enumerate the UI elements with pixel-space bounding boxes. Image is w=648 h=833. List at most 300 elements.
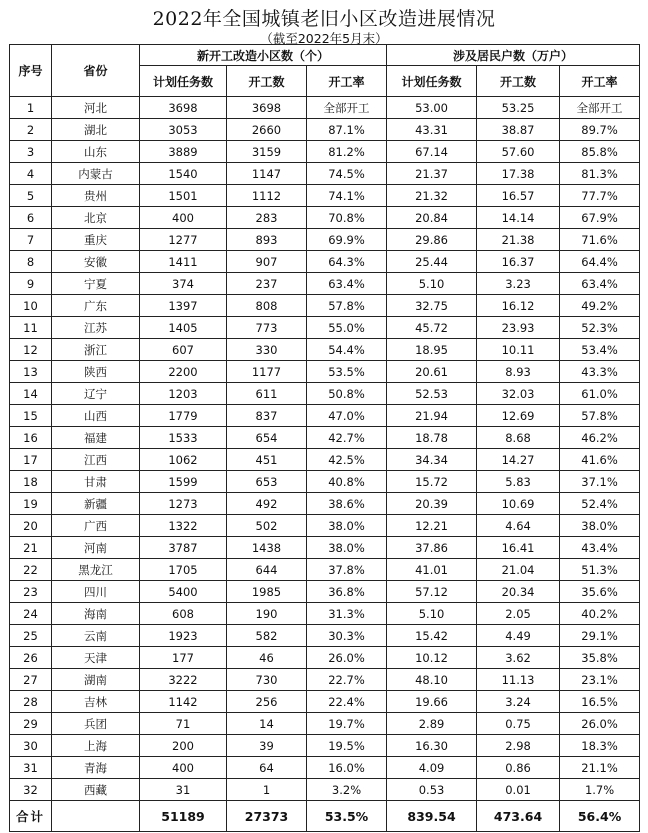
communities-started-cell: 237 xyxy=(227,273,307,295)
communities-started-cell: 256 xyxy=(227,691,307,713)
households-rate-cell: 35.6% xyxy=(560,581,640,603)
row-number: 13 xyxy=(10,361,52,383)
households-planned-cell: 25.44 xyxy=(387,251,477,273)
communities-rate-cell: 81.2% xyxy=(307,141,387,163)
table-row xyxy=(10,537,640,559)
communities-started-cell: 773 xyxy=(227,317,307,339)
header-households-planned: 计划任务数 xyxy=(387,66,477,97)
households-rate-cell: 1.7% xyxy=(560,779,640,801)
communities-planned-cell: 5400 xyxy=(140,581,227,603)
households-planned-cell: 48.10 xyxy=(387,669,477,691)
total-row xyxy=(10,801,640,832)
communities-planned-cell: 400 xyxy=(140,757,227,779)
communities-started-cell: 492 xyxy=(227,493,307,515)
communities-started-cell: 730 xyxy=(227,669,307,691)
communities-planned-cell: 1411 xyxy=(140,251,227,273)
province-cell: 重庆 xyxy=(52,229,140,251)
communities-rate-cell: 57.8% xyxy=(307,295,387,317)
communities-planned-cell: 1277 xyxy=(140,229,227,251)
table-row xyxy=(10,603,640,625)
province-cell: 贵州 xyxy=(52,185,140,207)
households-planned-cell: 21.32 xyxy=(387,185,477,207)
communities-rate-cell: 55.0% xyxy=(307,317,387,339)
communities-started-cell: 502 xyxy=(227,515,307,537)
row-number: 3 xyxy=(10,141,52,163)
table-row xyxy=(10,493,640,515)
row-number: 9 xyxy=(10,273,52,295)
communities-rate-cell: 26.0% xyxy=(307,647,387,669)
header-households-rate: 开工率 xyxy=(560,66,640,97)
total-communities-started: 27373 xyxy=(227,801,307,832)
households-started-cell: 53.25 xyxy=(477,97,560,119)
households-started-cell: 10.69 xyxy=(477,493,560,515)
households-started-cell: 38.87 xyxy=(477,119,560,141)
province-cell: 黑龙江 xyxy=(52,559,140,581)
households-planned-cell: 10.12 xyxy=(387,647,477,669)
communities-rate-cell: 40.8% xyxy=(307,471,387,493)
table-row xyxy=(10,581,640,603)
households-started-cell: 14.14 xyxy=(477,207,560,229)
households-planned-cell: 45.72 xyxy=(387,317,477,339)
province-cell: 内蒙古 xyxy=(52,163,140,185)
province-cell: 山东 xyxy=(52,141,140,163)
communities-planned-cell: 3889 xyxy=(140,141,227,163)
communities-planned-cell: 31 xyxy=(140,779,227,801)
row-number: 32 xyxy=(10,779,52,801)
communities-planned-cell: 374 xyxy=(140,273,227,295)
communities-planned-cell: 1540 xyxy=(140,163,227,185)
province-cell: 新疆 xyxy=(52,493,140,515)
households-planned-cell: 29.86 xyxy=(387,229,477,251)
households-rate-cell: 52.3% xyxy=(560,317,640,339)
total-communities-rate: 53.5% xyxy=(307,801,387,832)
communities-planned-cell: 71 xyxy=(140,713,227,735)
header-households-started: 开工数 xyxy=(477,66,560,97)
households-started-cell: 21.04 xyxy=(477,559,560,581)
province-cell: 吉林 xyxy=(52,691,140,713)
communities-rate-cell: 74.1% xyxy=(307,185,387,207)
communities-planned-cell: 1533 xyxy=(140,427,227,449)
province-cell: 西藏 xyxy=(52,779,140,801)
province-cell: 北京 xyxy=(52,207,140,229)
households-planned-cell: 53.00 xyxy=(387,97,477,119)
households-planned-cell: 34.34 xyxy=(387,449,477,471)
communities-rate-cell: 42.7% xyxy=(307,427,387,449)
row-number: 14 xyxy=(10,383,52,405)
table-row xyxy=(10,757,640,779)
households-started-cell: 3.23 xyxy=(477,273,560,295)
communities-rate-cell: 19.7% xyxy=(307,713,387,735)
households-planned-cell: 37.86 xyxy=(387,537,477,559)
households-started-cell: 16.57 xyxy=(477,185,560,207)
row-number: 6 xyxy=(10,207,52,229)
row-number: 31 xyxy=(10,757,52,779)
households-rate-cell: 63.4% xyxy=(560,273,640,295)
total-households-rate: 56.4% xyxy=(560,801,640,832)
communities-started-cell: 1985 xyxy=(227,581,307,603)
households-started-cell: 16.41 xyxy=(477,537,560,559)
households-started-cell: 20.34 xyxy=(477,581,560,603)
province-cell: 兵团 xyxy=(52,713,140,735)
communities-rate-cell: 69.9% xyxy=(307,229,387,251)
total-households-planned: 839.54 xyxy=(387,801,477,832)
communities-rate-cell: 47.0% xyxy=(307,405,387,427)
households-rate-cell: 71.6% xyxy=(560,229,640,251)
households-rate-cell: 全部开工 xyxy=(560,97,640,119)
households-planned-cell: 0.53 xyxy=(387,779,477,801)
total-spacer xyxy=(52,801,140,832)
row-number: 26 xyxy=(10,647,52,669)
communities-rate-cell: 19.5% xyxy=(307,735,387,757)
households-rate-cell: 89.7% xyxy=(560,119,640,141)
communities-rate-cell: 53.5% xyxy=(307,361,387,383)
province-cell: 江苏 xyxy=(52,317,140,339)
province-cell: 云南 xyxy=(52,625,140,647)
communities-planned-cell: 1923 xyxy=(140,625,227,647)
communities-rate-cell: 87.1% xyxy=(307,119,387,141)
households-planned-cell: 5.10 xyxy=(387,273,477,295)
communities-started-cell: 654 xyxy=(227,427,307,449)
row-number: 12 xyxy=(10,339,52,361)
communities-rate-cell: 22.4% xyxy=(307,691,387,713)
communities-started-cell: 582 xyxy=(227,625,307,647)
row-number: 7 xyxy=(10,229,52,251)
households-planned-cell: 32.75 xyxy=(387,295,477,317)
communities-started-cell: 330 xyxy=(227,339,307,361)
header-province: 省份 xyxy=(52,45,140,97)
province-cell: 河北 xyxy=(52,97,140,119)
households-planned-cell: 41.01 xyxy=(387,559,477,581)
households-started-cell: 0.01 xyxy=(477,779,560,801)
households-planned-cell: 67.14 xyxy=(387,141,477,163)
province-cell: 上海 xyxy=(52,735,140,757)
province-cell: 广西 xyxy=(52,515,140,537)
communities-started-cell: 64 xyxy=(227,757,307,779)
households-planned-cell: 18.78 xyxy=(387,427,477,449)
row-number: 1 xyxy=(10,97,52,119)
communities-rate-cell: 38.6% xyxy=(307,493,387,515)
communities-planned-cell: 1705 xyxy=(140,559,227,581)
households-started-cell: 14.27 xyxy=(477,449,560,471)
households-rate-cell: 81.3% xyxy=(560,163,640,185)
table-row xyxy=(10,383,640,405)
row-number: 10 xyxy=(10,295,52,317)
households-rate-cell: 16.5% xyxy=(560,691,640,713)
province-cell: 湖南 xyxy=(52,669,140,691)
table-row xyxy=(10,691,640,713)
households-planned-cell: 15.72 xyxy=(387,471,477,493)
table-row xyxy=(10,119,640,141)
communities-rate-cell: 31.3% xyxy=(307,603,387,625)
communities-started-cell: 39 xyxy=(227,735,307,757)
households-rate-cell: 21.1% xyxy=(560,757,640,779)
page-subtitle: （截至2022年5月末） xyxy=(260,31,388,46)
households-rate-cell: 43.4% xyxy=(560,537,640,559)
province-cell: 宁夏 xyxy=(52,273,140,295)
communities-started-cell: 808 xyxy=(227,295,307,317)
header-group-households: 涉及居民户数（万户） xyxy=(387,45,640,66)
households-planned-cell: 20.61 xyxy=(387,361,477,383)
households-started-cell: 8.93 xyxy=(477,361,560,383)
communities-started-cell: 3159 xyxy=(227,141,307,163)
row-number: 18 xyxy=(10,471,52,493)
households-started-cell: 3.62 xyxy=(477,647,560,669)
province-cell: 甘肃 xyxy=(52,471,140,493)
header-communities-started: 开工数 xyxy=(227,66,307,97)
households-planned-cell: 21.37 xyxy=(387,163,477,185)
households-planned-cell: 18.95 xyxy=(387,339,477,361)
province-cell: 陕西 xyxy=(52,361,140,383)
households-rate-cell: 61.0% xyxy=(560,383,640,405)
table-row xyxy=(10,515,640,537)
province-cell: 河南 xyxy=(52,537,140,559)
row-number: 23 xyxy=(10,581,52,603)
table-row xyxy=(10,339,640,361)
households-rate-cell: 23.1% xyxy=(560,669,640,691)
communities-started-cell: 1 xyxy=(227,779,307,801)
households-rate-cell: 57.8% xyxy=(560,405,640,427)
communities-started-cell: 1438 xyxy=(227,537,307,559)
province-cell: 四川 xyxy=(52,581,140,603)
households-rate-cell: 41.6% xyxy=(560,449,640,471)
households-started-cell: 0.86 xyxy=(477,757,560,779)
households-planned-cell: 16.30 xyxy=(387,735,477,757)
table-row xyxy=(10,97,640,119)
table-row xyxy=(10,163,640,185)
households-planned-cell: 21.94 xyxy=(387,405,477,427)
row-number: 17 xyxy=(10,449,52,471)
households-started-cell: 3.24 xyxy=(477,691,560,713)
households-started-cell: 57.60 xyxy=(477,141,560,163)
communities-rate-cell: 全部开工 xyxy=(307,97,387,119)
households-started-cell: 4.64 xyxy=(477,515,560,537)
table-row xyxy=(10,141,640,163)
households-rate-cell: 85.8% xyxy=(560,141,640,163)
row-number: 21 xyxy=(10,537,52,559)
households-started-cell: 23.93 xyxy=(477,317,560,339)
households-rate-cell: 38.0% xyxy=(560,515,640,537)
table-row xyxy=(10,779,640,801)
row-number: 11 xyxy=(10,317,52,339)
communities-rate-cell: 50.8% xyxy=(307,383,387,405)
header-communities-rate: 开工率 xyxy=(307,66,387,97)
households-rate-cell: 67.9% xyxy=(560,207,640,229)
communities-rate-cell: 38.0% xyxy=(307,515,387,537)
households-rate-cell: 64.4% xyxy=(560,251,640,273)
row-number: 2 xyxy=(10,119,52,141)
province-cell: 江西 xyxy=(52,449,140,471)
communities-started-cell: 1177 xyxy=(227,361,307,383)
communities-planned-cell: 1062 xyxy=(140,449,227,471)
communities-planned-cell: 1273 xyxy=(140,493,227,515)
households-planned-cell: 52.53 xyxy=(387,383,477,405)
communities-started-cell: 611 xyxy=(227,383,307,405)
row-number: 27 xyxy=(10,669,52,691)
communities-rate-cell: 64.3% xyxy=(307,251,387,273)
households-rate-cell: 77.7% xyxy=(560,185,640,207)
communities-planned-cell: 3787 xyxy=(140,537,227,559)
communities-planned-cell: 3698 xyxy=(140,97,227,119)
communities-rate-cell: 74.5% xyxy=(307,163,387,185)
households-planned-cell: 20.39 xyxy=(387,493,477,515)
households-planned-cell: 4.09 xyxy=(387,757,477,779)
communities-planned-cell: 1599 xyxy=(140,471,227,493)
households-rate-cell: 52.4% xyxy=(560,493,640,515)
row-number: 25 xyxy=(10,625,52,647)
households-planned-cell: 20.84 xyxy=(387,207,477,229)
table-row xyxy=(10,559,640,581)
households-planned-cell: 12.21 xyxy=(387,515,477,537)
row-number: 22 xyxy=(10,559,52,581)
households-rate-cell: 18.3% xyxy=(560,735,640,757)
communities-started-cell: 3698 xyxy=(227,97,307,119)
table-row xyxy=(10,449,640,471)
households-started-cell: 17.38 xyxy=(477,163,560,185)
households-started-cell: 0.75 xyxy=(477,713,560,735)
communities-planned-cell: 607 xyxy=(140,339,227,361)
page-title: 2022年全国城镇老旧小区改造进展情况 xyxy=(152,8,496,30)
row-number: 24 xyxy=(10,603,52,625)
households-rate-cell: 26.0% xyxy=(560,713,640,735)
communities-started-cell: 14 xyxy=(227,713,307,735)
households-started-cell: 21.38 xyxy=(477,229,560,251)
header-communities-planned: 计划任务数 xyxy=(140,66,227,97)
communities-rate-cell: 3.2% xyxy=(307,779,387,801)
communities-started-cell: 893 xyxy=(227,229,307,251)
table-row xyxy=(10,361,640,383)
table-row xyxy=(10,735,640,757)
households-rate-cell: 37.1% xyxy=(560,471,640,493)
province-cell: 湖北 xyxy=(52,119,140,141)
communities-planned-cell: 1779 xyxy=(140,405,227,427)
province-cell: 山西 xyxy=(52,405,140,427)
communities-planned-cell: 1405 xyxy=(140,317,227,339)
table-row xyxy=(10,625,640,647)
table-row xyxy=(10,405,640,427)
communities-rate-cell: 22.7% xyxy=(307,669,387,691)
households-started-cell: 11.13 xyxy=(477,669,560,691)
communities-planned-cell: 400 xyxy=(140,207,227,229)
communities-rate-cell: 63.4% xyxy=(307,273,387,295)
table-body xyxy=(10,97,640,801)
table-row xyxy=(10,207,640,229)
communities-started-cell: 283 xyxy=(227,207,307,229)
row-number: 28 xyxy=(10,691,52,713)
province-cell: 辽宁 xyxy=(52,383,140,405)
table-row xyxy=(10,295,640,317)
communities-started-cell: 644 xyxy=(227,559,307,581)
households-planned-cell: 57.12 xyxy=(387,581,477,603)
row-number: 19 xyxy=(10,493,52,515)
communities-planned-cell: 1501 xyxy=(140,185,227,207)
communities-started-cell: 2660 xyxy=(227,119,307,141)
table-row xyxy=(10,647,640,669)
communities-started-cell: 451 xyxy=(227,449,307,471)
communities-rate-cell: 36.8% xyxy=(307,581,387,603)
communities-planned-cell: 177 xyxy=(140,647,227,669)
communities-started-cell: 190 xyxy=(227,603,307,625)
communities-started-cell: 907 xyxy=(227,251,307,273)
row-number: 4 xyxy=(10,163,52,185)
total-households-started: 473.64 xyxy=(477,801,560,832)
households-started-cell: 32.03 xyxy=(477,383,560,405)
table-row xyxy=(10,317,640,339)
communities-planned-cell: 3222 xyxy=(140,669,227,691)
province-cell: 福建 xyxy=(52,427,140,449)
communities-planned-cell: 1322 xyxy=(140,515,227,537)
households-rate-cell: 43.3% xyxy=(560,361,640,383)
households-started-cell: 2.98 xyxy=(477,735,560,757)
households-planned-cell: 15.42 xyxy=(387,625,477,647)
communities-planned-cell: 3053 xyxy=(140,119,227,141)
communities-rate-cell: 37.8% xyxy=(307,559,387,581)
province-cell: 海南 xyxy=(52,603,140,625)
households-started-cell: 10.11 xyxy=(477,339,560,361)
total-communities-planned: 51189 xyxy=(140,801,227,832)
communities-started-cell: 1147 xyxy=(227,163,307,185)
province-cell: 天津 xyxy=(52,647,140,669)
row-number: 16 xyxy=(10,427,52,449)
header-seq: 序号 xyxy=(10,45,52,97)
header-group-communities: 新开工改造小区数（个） xyxy=(140,45,387,66)
province-cell: 安徽 xyxy=(52,251,140,273)
row-number: 20 xyxy=(10,515,52,537)
households-planned-cell: 43.31 xyxy=(387,119,477,141)
communities-planned-cell: 608 xyxy=(140,603,227,625)
households-started-cell: 2.05 xyxy=(477,603,560,625)
households-rate-cell: 40.2% xyxy=(560,603,640,625)
households-started-cell: 16.37 xyxy=(477,251,560,273)
table-row xyxy=(10,229,640,251)
communities-started-cell: 837 xyxy=(227,405,307,427)
communities-rate-cell: 54.4% xyxy=(307,339,387,361)
communities-rate-cell: 38.0% xyxy=(307,537,387,559)
row-number: 15 xyxy=(10,405,52,427)
communities-started-cell: 1112 xyxy=(227,185,307,207)
communities-rate-cell: 70.8% xyxy=(307,207,387,229)
total-label: 合计 xyxy=(10,801,52,832)
communities-rate-cell: 30.3% xyxy=(307,625,387,647)
province-cell: 浙江 xyxy=(52,339,140,361)
households-planned-cell: 5.10 xyxy=(387,603,477,625)
row-number: 30 xyxy=(10,735,52,757)
communities-planned-cell: 1397 xyxy=(140,295,227,317)
table-row xyxy=(10,669,640,691)
households-rate-cell: 35.8% xyxy=(560,647,640,669)
communities-planned-cell: 1142 xyxy=(140,691,227,713)
row-number: 5 xyxy=(10,185,52,207)
communities-started-cell: 46 xyxy=(227,647,307,669)
households-rate-cell: 49.2% xyxy=(560,295,640,317)
communities-rate-cell: 42.5% xyxy=(307,449,387,471)
households-started-cell: 5.83 xyxy=(477,471,560,493)
households-rate-cell: 53.4% xyxy=(560,339,640,361)
table-row xyxy=(10,251,640,273)
households-started-cell: 8.68 xyxy=(477,427,560,449)
table-row xyxy=(10,471,640,493)
households-rate-cell: 29.1% xyxy=(560,625,640,647)
communities-planned-cell: 200 xyxy=(140,735,227,757)
households-started-cell: 16.12 xyxy=(477,295,560,317)
households-planned-cell: 19.66 xyxy=(387,691,477,713)
table-row xyxy=(10,273,640,295)
communities-rate-cell: 16.0% xyxy=(307,757,387,779)
province-cell: 青海 xyxy=(52,757,140,779)
province-cell: 广东 xyxy=(52,295,140,317)
communities-started-cell: 653 xyxy=(227,471,307,493)
households-started-cell: 12.69 xyxy=(477,405,560,427)
communities-planned-cell: 2200 xyxy=(140,361,227,383)
